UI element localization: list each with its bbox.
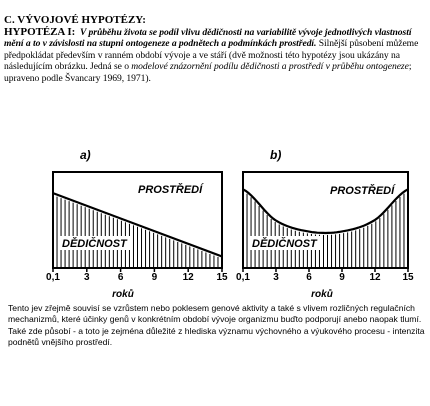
chart-a-x-axis-label: roků — [112, 289, 134, 300]
figure-svg — [0, 140, 430, 305]
chart-a-tick-label-1: 3 — [84, 272, 90, 283]
hypothesis-text-1: Silnější působení můžeme předpokládat především v ranném období vývoje a ve stáří (dvě možnosti této hypotézy jsou ukázány na následujícím obrázku. Jedná se o — [4, 38, 419, 73]
chart-a-tick-label-3: 9 — [151, 272, 158, 283]
chart-b-x-axis-label: roků — [311, 289, 333, 300]
figure — [0, 140, 430, 305]
hypothesis-statement: V průběhu života se podíl vlivu dědičnosti na variabilitě vývoje jednotlivých vlastností mění a to v závislosti na stupni ontogeneze a podnětech a podmínkách prostředí. — [4, 27, 412, 50]
chart-b-tick-label-3: 9 — [339, 272, 345, 283]
chart-b-tick-label-2: 6 — [306, 272, 312, 283]
hypothesis-model-italic: modelové znázornění podílu dědičnosti a prostředí v průběhu ontogeneze — [131, 61, 409, 73]
chart-b-heredity-area — [247, 194, 404, 268]
chart-b-heredity-label: DĚDIČNOST — [252, 238, 317, 250]
chart-b-tick-label-1: 3 — [273, 272, 279, 283]
chart-a-panel-label: a) — [80, 148, 91, 162]
chart-b-tick-label-5: 15 — [402, 272, 414, 283]
chart-a-heredity-area — [57, 197, 218, 268]
chart-b-tick-label-0: 0,1 — [236, 272, 250, 283]
chart-a-tick-label-5: 15 — [216, 272, 228, 283]
chart-a — [46, 148, 228, 300]
hypothesis-label: HYPOTÉZA I: — [4, 26, 76, 38]
header-text — [4, 14, 428, 84]
hypothesis-paragraph — [4, 26, 428, 84]
section-heading: C. VÝVOJOVÉ HYPOTÉZY: — [4, 14, 146, 26]
chart-b-panel-label: b) — [270, 148, 282, 162]
explanation-paragraph: Tento jev zřejmě souvisí se vzrůstem nebo poklesem genové aktivity a také s vlivem rozličných regulačních mechanizmů, které účinky genů v konkrétním období vývoje organizmu buďto podporují anebo naopak tlumí. Také zde působí - a toto je zejména důležité z hlediska významu výchovného a výukového procesu - intenzita podnětů vnějšího prostředí. — [8, 303, 425, 347]
hypothesis-text-2: ; upraveno podle Švancary 1969, 1971). — [4, 61, 412, 84]
chart-b-environment-label: PROSTŘEDÍ — [330, 185, 395, 197]
chart-a-heredity-label: DĚDIČNOST — [62, 238, 127, 250]
chart-a-tick-label-0: 0,1 — [46, 272, 60, 283]
chart-a-tick-label-4: 12 — [182, 272, 194, 283]
chart-a-tick-label-2: 6 — [117, 272, 124, 283]
chart-b — [236, 148, 414, 300]
chart-a-environment-label: PROSTŘEDÍ — [138, 184, 203, 196]
chart-b-tick-label-4: 12 — [369, 272, 381, 283]
